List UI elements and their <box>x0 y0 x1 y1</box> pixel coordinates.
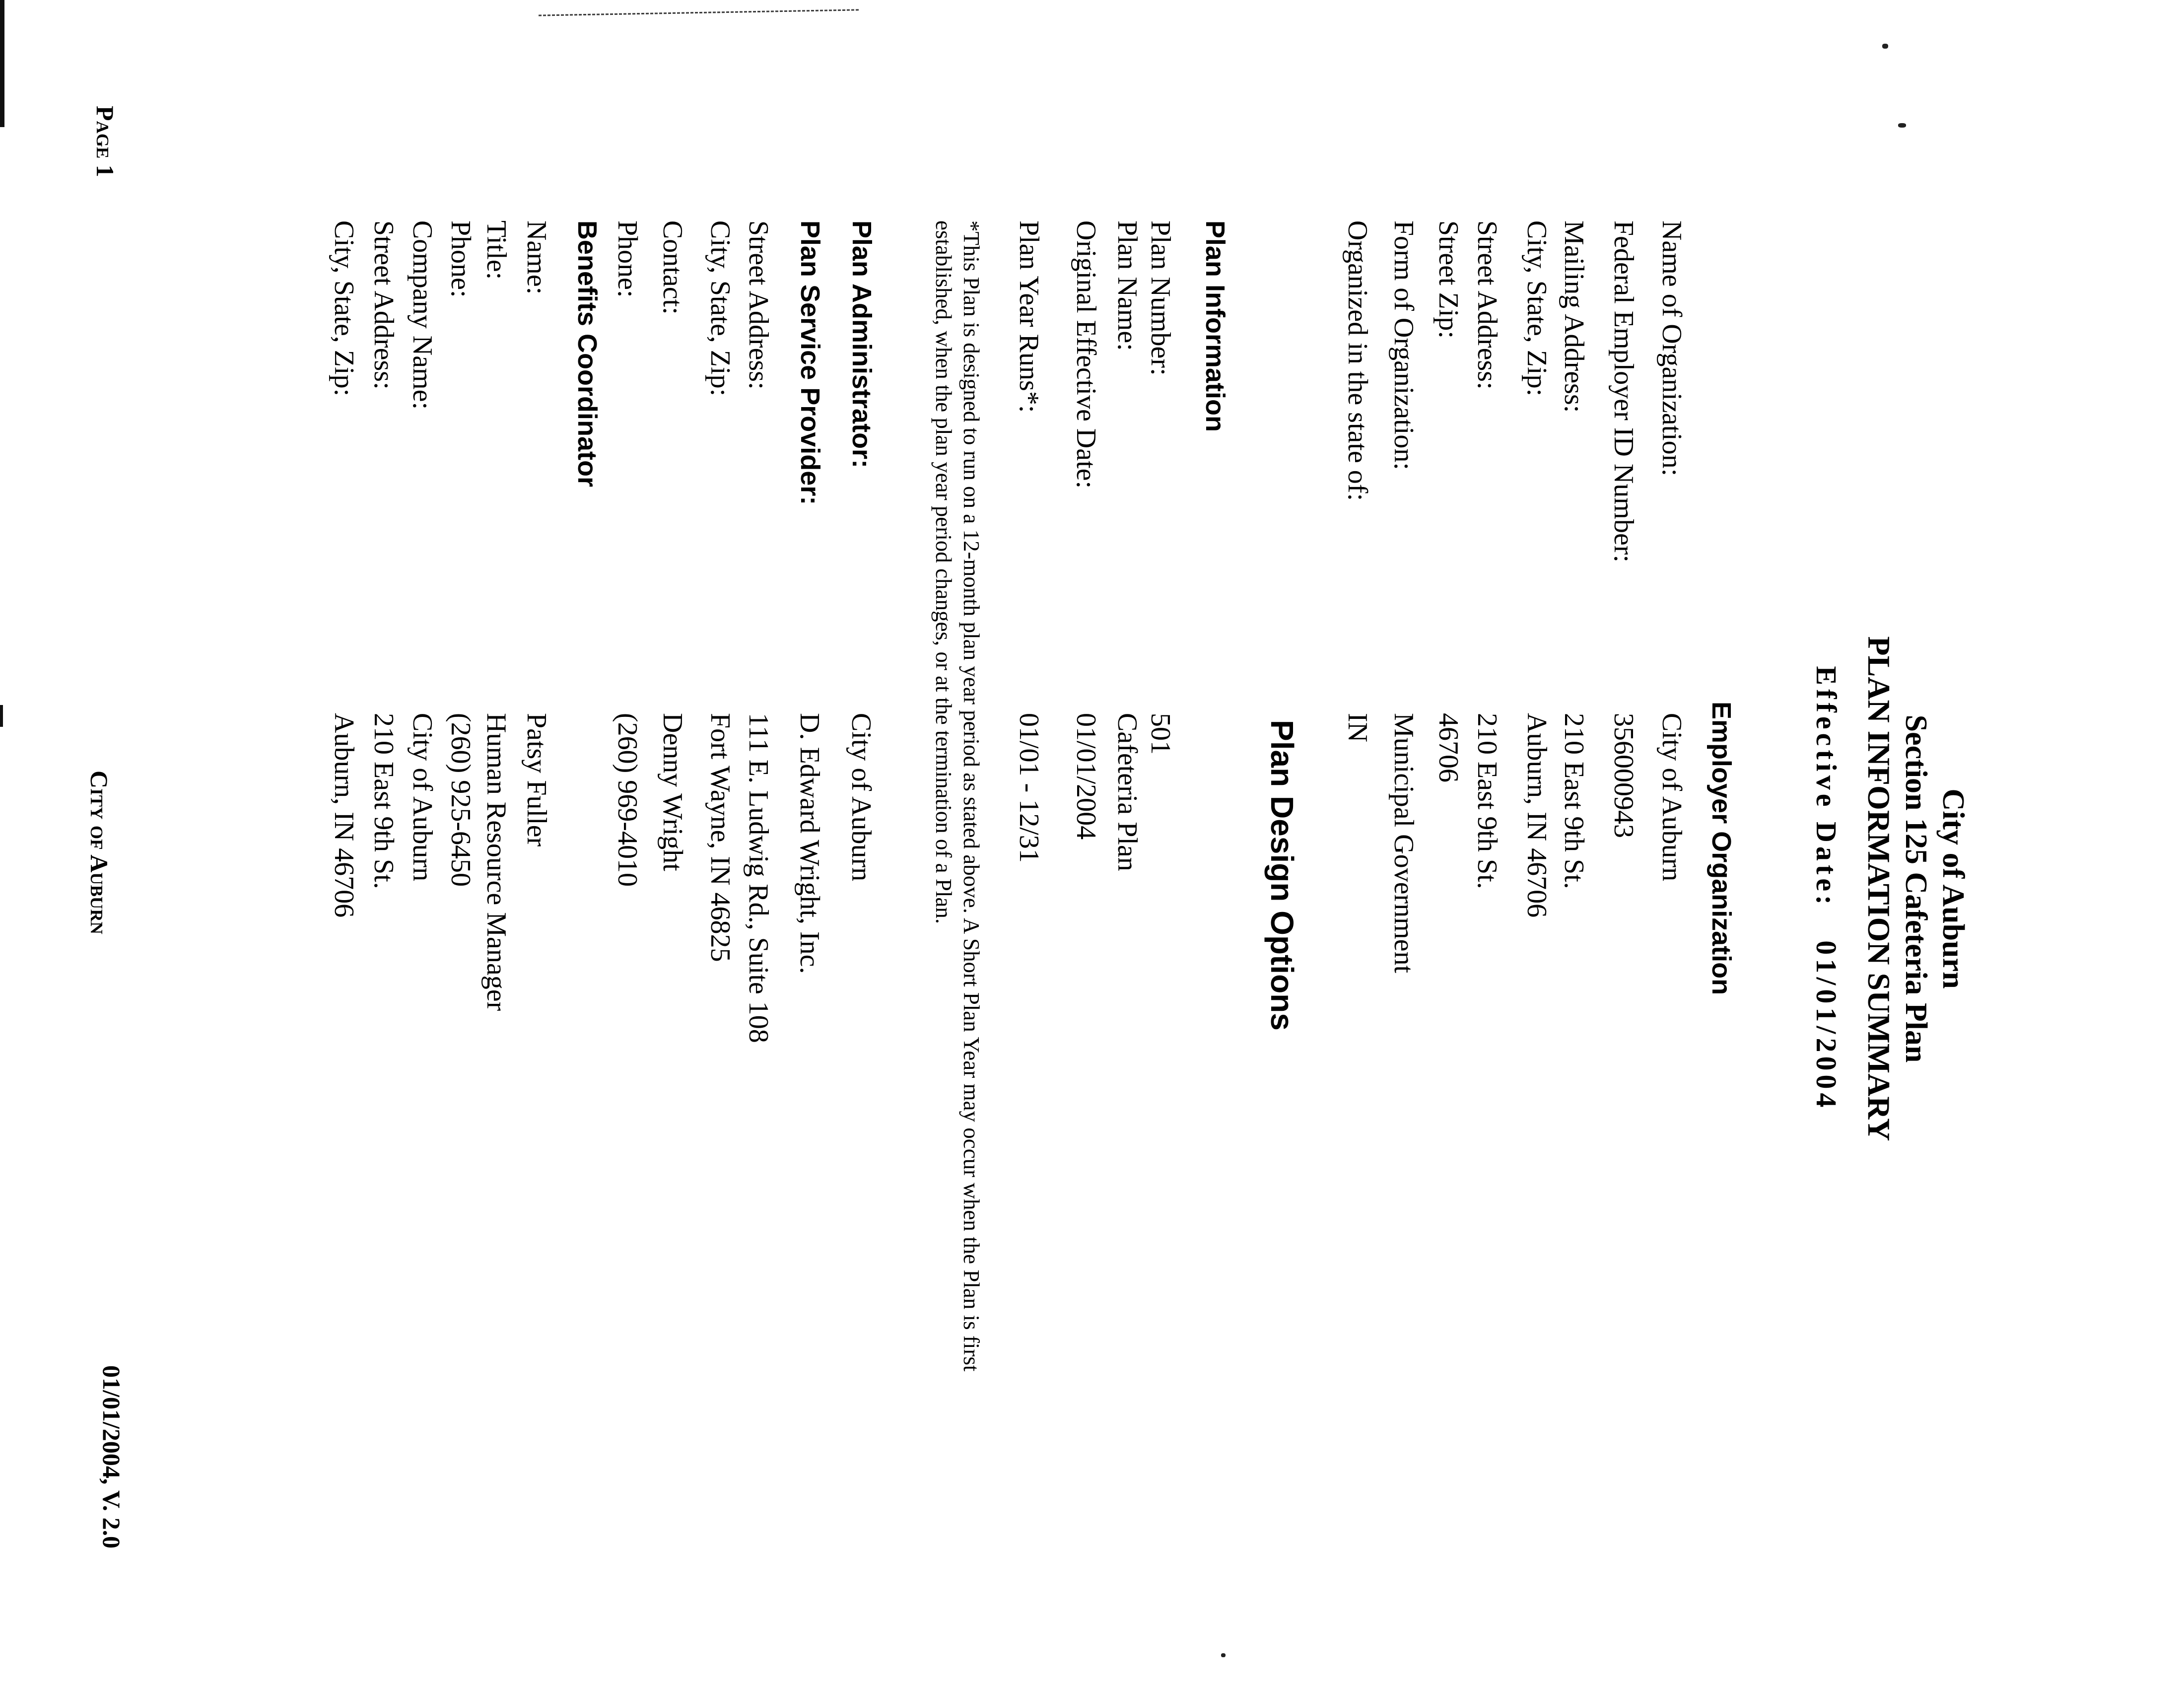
effective-date-line <box>1812 0 1841 1688</box>
field-row-coordinator-company <box>403 220 438 1688</box>
field-row-organized-state <box>1338 220 1373 1688</box>
field-value: IN <box>1342 713 1373 743</box>
field-value: Denny Wright <box>657 713 688 871</box>
field-row-plan-year-runs <box>1009 220 1045 1688</box>
field-row-plan-number <box>1141 220 1176 1688</box>
footer-organization: City of Auburn <box>85 771 113 934</box>
effective-date-label: Effective Date: <box>1810 666 1843 909</box>
footnote-line-1: *This Plan is designed to run on a 12-month plan year period as stated above. A Short Plan Year may occur when the Plan is first <box>959 220 984 1372</box>
field-value: Auburn, IN 46706 <box>1521 713 1552 918</box>
field-value: 01/01 - 12/31 <box>1014 713 1044 863</box>
field-label: Federal Employer ID Number: <box>1608 220 1639 563</box>
field-label: Form of Organization: <box>1388 220 1419 470</box>
field-row-provider-contact <box>653 220 688 1688</box>
field-value: 501 <box>1145 713 1176 755</box>
field-value: 46706 <box>1433 713 1464 782</box>
field-value: City of Auburn <box>407 713 438 882</box>
field-row-coordinator-city-state-zip <box>324 220 360 1688</box>
field-label: Name of Organization: <box>1656 220 1687 477</box>
field-label: Street Address: <box>1472 220 1502 390</box>
field-label: Plan Year Runs*: <box>1014 220 1044 413</box>
field-value: 01/01/2004 <box>1071 713 1101 840</box>
field-row-provider-street-address <box>739 220 774 1688</box>
field-label: Organized in the state of: <box>1342 220 1373 501</box>
field-label: Plan Number: <box>1145 220 1176 376</box>
field-value: 210 East 9th St. <box>1472 713 1502 889</box>
field-label: Title: <box>481 220 512 280</box>
footer-page-number: Page 1 <box>91 106 119 177</box>
section-heading-employer-organization: Employer Organization <box>1706 702 1736 995</box>
field-row-federal-employer-id <box>1604 220 1639 1688</box>
field-label: Street Zip: <box>1433 220 1464 339</box>
field-value: Municipal Government <box>1388 713 1419 974</box>
field-label: Phone: <box>445 220 476 298</box>
field-row-name-of-organization <box>1652 220 1688 1688</box>
field-label: City, State, Zip: <box>1521 220 1552 397</box>
field-value: Auburn, IN 46706 <box>329 713 359 918</box>
field-row-street-address <box>1467 220 1503 1688</box>
field-value: City of Auburn <box>1656 713 1687 882</box>
field-value: Human Resource Manager <box>481 713 512 1011</box>
scan-artifact-edge-bar <box>0 0 4 127</box>
field-row-coordinator-street-address <box>364 220 400 1688</box>
section-heading-plan-information: Plan Information <box>1200 220 1230 432</box>
field-label: Mailing Address: <box>1559 220 1589 413</box>
scan-artifact-speck <box>1882 44 1888 49</box>
scan-artifact-speck <box>1898 123 1906 128</box>
field-row-provider-phone <box>608 220 643 1688</box>
field-label: Phone: <box>612 220 643 298</box>
field-row-coordinator-phone <box>441 220 477 1688</box>
scan-artifact-edge-mark <box>0 705 3 727</box>
field-label: Plan Name: <box>1112 220 1143 351</box>
field-value: D. Edward Wright, Inc. <box>794 713 825 974</box>
footnote-line-2: established, when the plan year period changes, or at the termination of a Plan. <box>931 220 956 924</box>
field-value: Cafeteria Plan <box>1112 713 1143 871</box>
field-value: Patsy Fuller <box>521 713 552 847</box>
field-label: City, State, Zip: <box>329 220 359 397</box>
field-label: Street Address: <box>743 220 774 390</box>
field-value: (260) 969-4010 <box>612 713 643 887</box>
field-label: Original Effective Date: <box>1071 220 1101 489</box>
section-heading-benefits-coordinator: Benefits Coordinator <box>572 220 602 488</box>
field-row-plan-name <box>1107 220 1143 1688</box>
field-label: Plan Service Provider: <box>795 220 825 505</box>
field-label: Street Address: <box>368 220 399 390</box>
doc-title-organization: City of Auburn <box>1936 788 1970 989</box>
field-row-plan-administrator <box>841 220 877 1688</box>
field-row-provider-city-state-zip <box>700 220 736 1688</box>
field-row-form-of-organization <box>1384 220 1420 1688</box>
field-row-original-effective-date <box>1066 220 1102 1688</box>
field-label: Company Name: <box>407 220 438 410</box>
field-row-mailing-address <box>1554 220 1590 1688</box>
field-value: 210 East 9th St. <box>368 713 399 889</box>
field-label: Plan Administrator: <box>847 220 877 469</box>
field-label: Name: <box>521 220 552 295</box>
scan-artifact-speck <box>1221 1653 1226 1657</box>
field-label: City, State, Zip: <box>705 220 736 397</box>
field-value: 111 E. Ludwig Rd., Suite 108 <box>743 713 774 1043</box>
field-row-street-zip <box>1429 220 1464 1688</box>
field-value: Fort Wayne, IN 46825 <box>705 713 736 962</box>
field-value: (260) 925-6450 <box>445 713 476 887</box>
field-row-coordinator-title <box>477 220 512 1688</box>
section-heading-plan-design-options: Plan Design Options <box>1264 720 1300 1031</box>
field-row-coordinator-name <box>517 220 552 1688</box>
field-value: 356000943 <box>1608 713 1639 838</box>
effective-date-value: 01/01/2004 <box>1810 940 1843 1112</box>
field-row-city-state-zip <box>1517 220 1553 1688</box>
field-value: City of Auburn <box>846 713 877 882</box>
field-value: 210 East 9th St. <box>1559 713 1589 889</box>
footer-version: 01/01/2004, V. 2.0 <box>98 1365 126 1549</box>
field-label: Contact: <box>657 220 688 315</box>
doc-title-summary: PLAN INFORMATION SUMMARY <box>1861 636 1897 1141</box>
doc-title-plan-type: Section 125 Cafeteria Plan <box>1899 714 1933 1063</box>
field-row-plan-service-provider <box>790 220 825 1688</box>
